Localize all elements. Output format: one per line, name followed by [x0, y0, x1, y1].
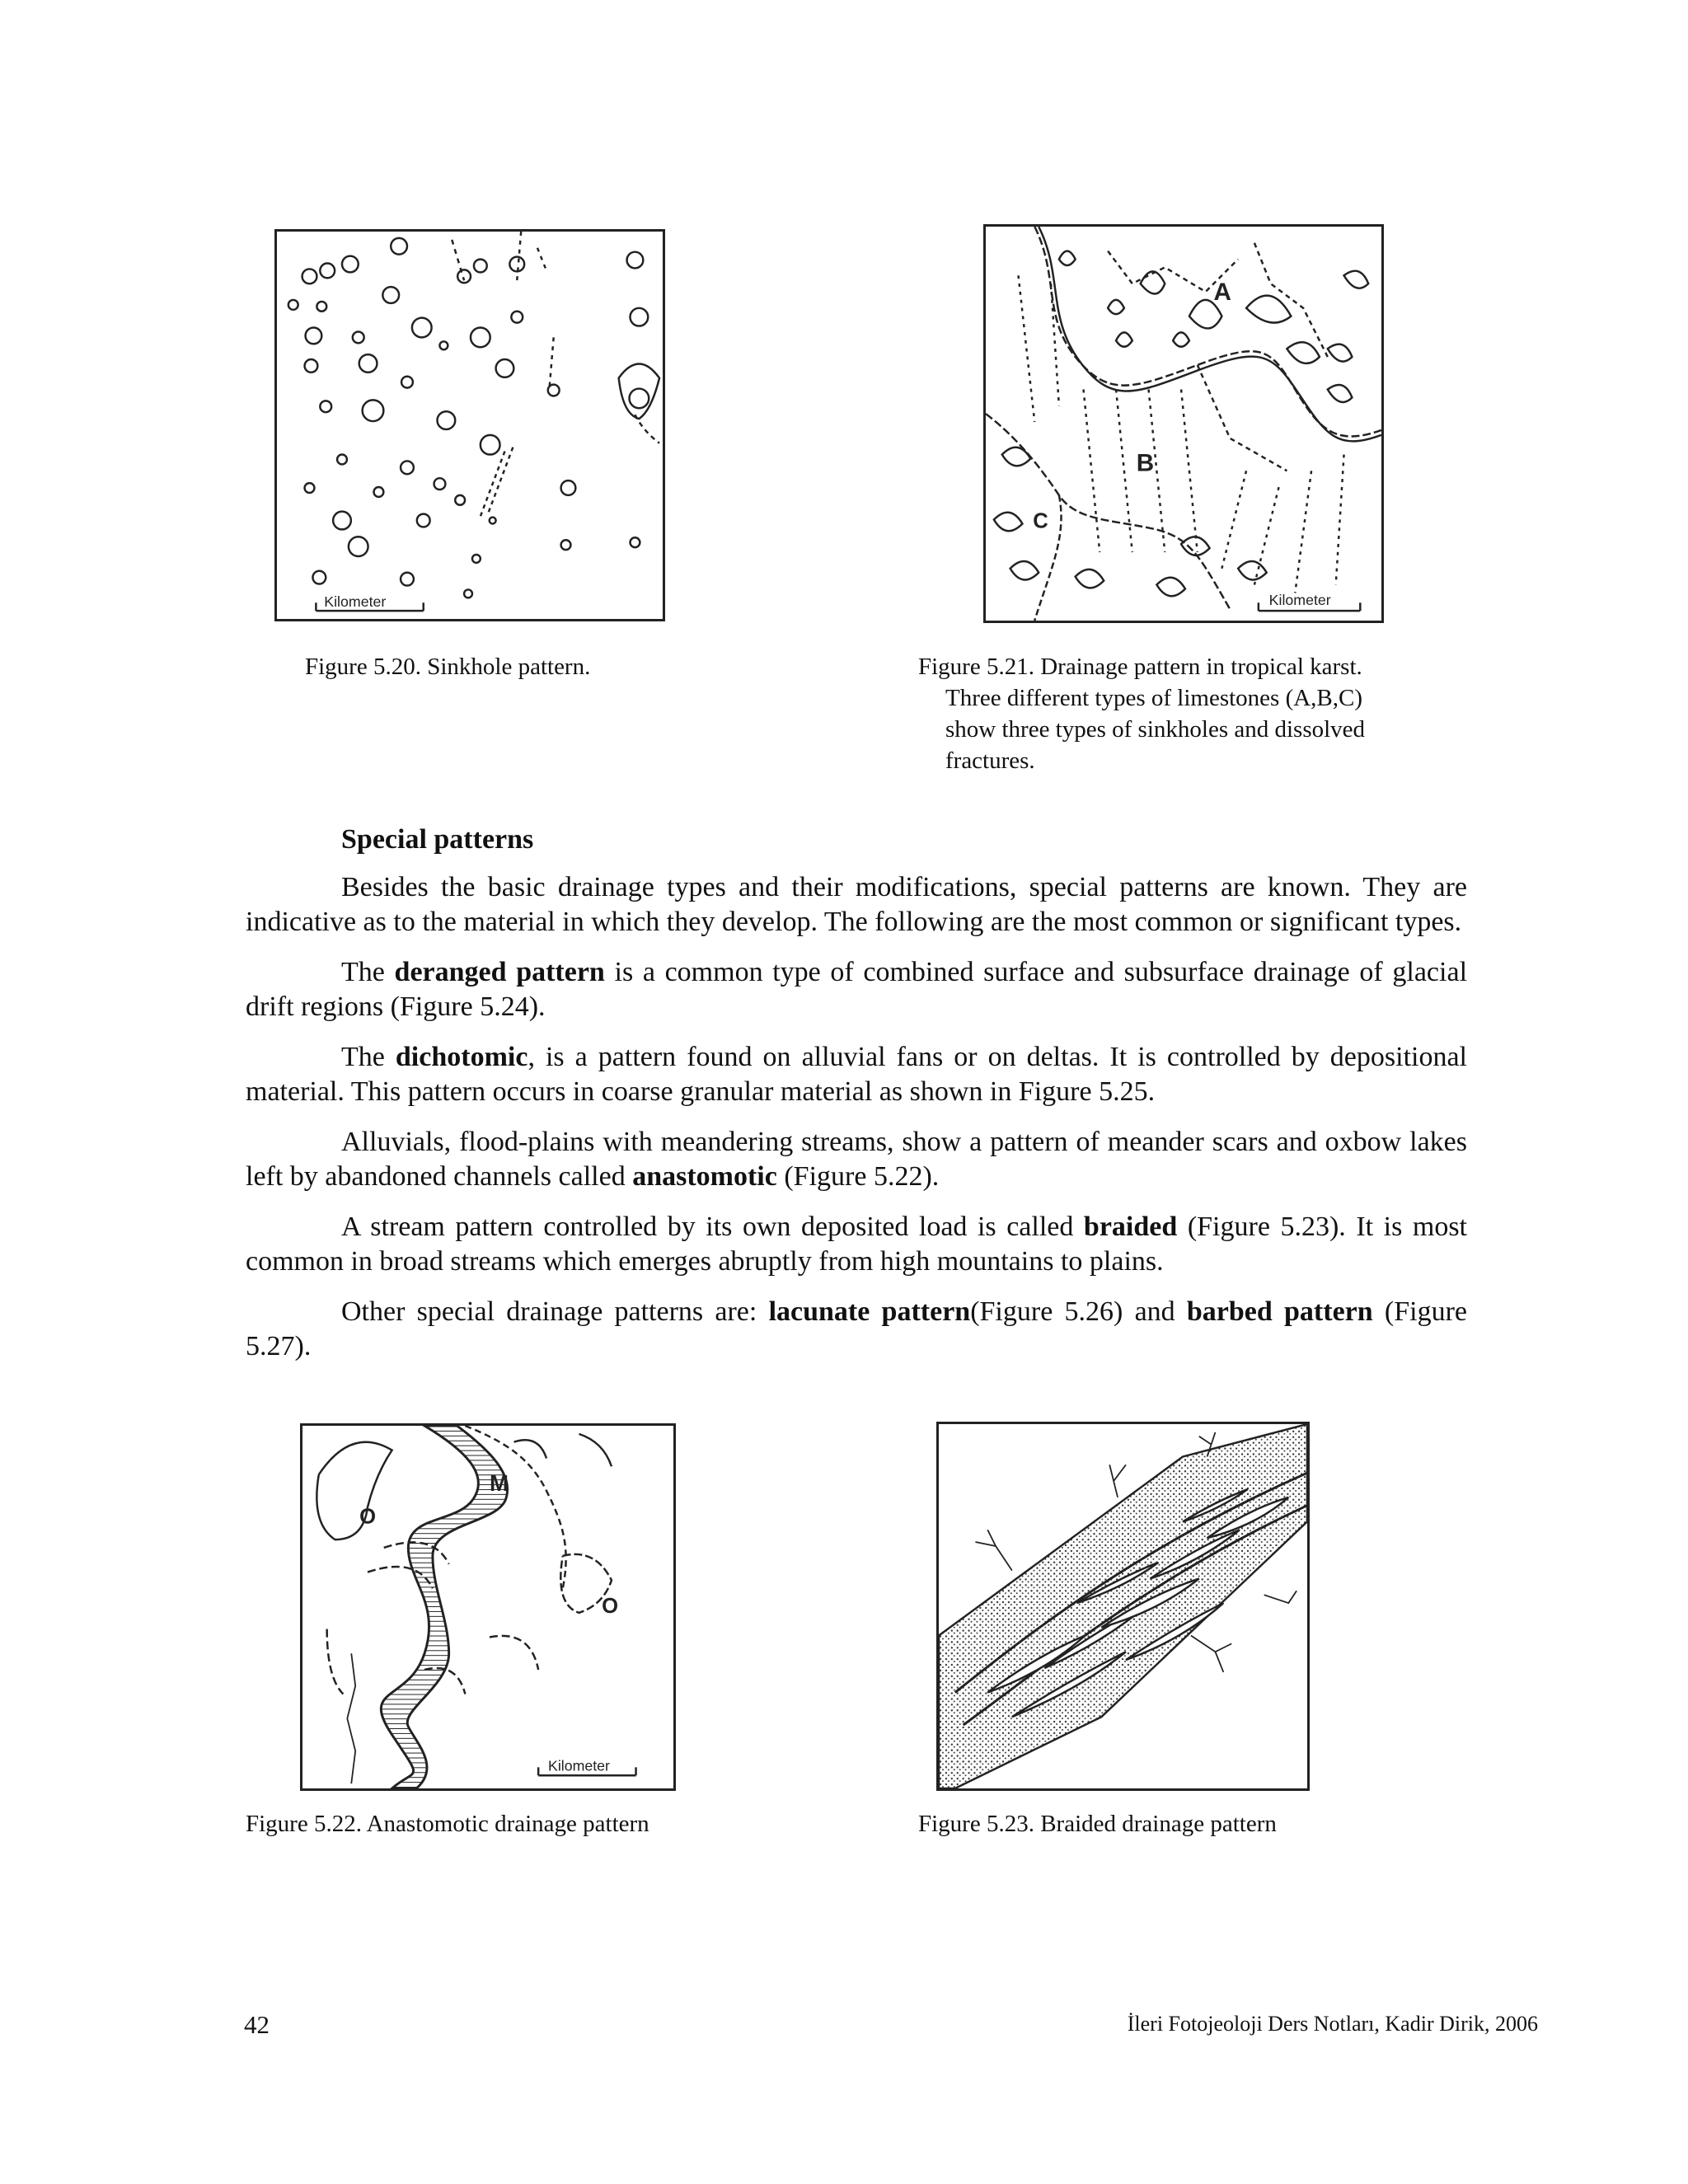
figure-5-23-image: [936, 1422, 1310, 1791]
fig521-caption-line-2: Three different types of limestones (A,B,C): [945, 685, 1363, 711]
paragraph-deranged: The deranged pattern is a common type of combined surface and subsurface drainage of glacial drift regions (Figure 5.24).: [246, 957, 1468, 1022]
karst-zone-b-label: B: [1136, 449, 1155, 477]
fig521-scale-label: Kilometer: [1268, 592, 1331, 609]
figure-5-22-image: [300, 1423, 676, 1791]
term-anastomotic: anastomotic: [632, 1161, 777, 1192]
fig520-scale-label: Kilometer: [324, 593, 387, 611]
fig521-caption-line-4: fractures.: [945, 748, 1035, 774]
term-barbed: barbed pattern: [1186, 1296, 1373, 1327]
karst-zone-c-label: C: [1033, 509, 1048, 533]
karst-drawing: [986, 227, 1381, 621]
term-braided: braided: [1083, 1212, 1178, 1242]
figure-5-20-caption: Figure 5.20. Sinkhole pattern.: [305, 654, 591, 680]
meander-m-label: M: [489, 1469, 509, 1496]
oxbow-o-label-2: O: [602, 1594, 619, 1618]
fig522-scale-label: Kilometer: [548, 1757, 610, 1774]
term-dichotomic: dichotomic: [395, 1042, 528, 1072]
anastomotic-drawing: [302, 1426, 673, 1788]
body-text: [246, 870, 1467, 1380]
fig521-caption-line-1: Figure 5.21. Drainage pattern in tropical karst.: [918, 654, 1362, 680]
page-number: 42: [244, 2010, 270, 2039]
section-heading: Special patterns: [341, 824, 534, 855]
term-lacunate: lacunate pattern: [768, 1296, 971, 1327]
oxbow-o-label-1: O: [359, 1505, 377, 1529]
karst-zone-a-label: A: [1213, 278, 1231, 306]
paragraph-intro: Besides the basic drainage types and their modifications, special patterns are known. They are indicative as to the material in which they develop. The following are the most common or significant types.: [246, 872, 1467, 937]
figure-5-21-image: [983, 224, 1384, 623]
paragraph-anastomotic: Alluvials, flood-plains with meandering streams, show a pattern of meander scars and oxbow lakes left by abandoned channels called anastomotic (Figure 5.22).: [246, 1127, 1467, 1192]
fig521-caption-line-3: show three types of sinkholes and dissolved: [945, 716, 1366, 743]
figure-5-22-caption: Figure 5.22. Anastomotic drainage pattern: [246, 1811, 649, 1837]
braided-drawing: [939, 1424, 1307, 1788]
paragraph-dichotomic: The dichotomic, is a pattern found on alluvial fans or on deltas. It is controlled by depositional material. This pattern occurs in coarse granular material as shown in Figure 5.25.: [246, 1042, 1468, 1107]
sinkhole-drawing: [277, 232, 663, 619]
paragraph-other-patterns: Other special drainage patterns are: lacunate pattern(Figure 5.26) and barbed pattern (Figure 5.27).: [246, 1296, 1467, 1361]
paragraph-braided: A stream pattern controlled by its own deposited load is called braided (Figure 5.23). It is most common in broad streams which emerges abruptly from high mountains to plains.: [246, 1212, 1467, 1277]
figure-5-20-image: [274, 229, 665, 621]
term-deranged: deranged pattern: [394, 957, 605, 987]
figure-5-21-caption: [918, 651, 1365, 776]
footer-source: İleri Fotojeoloji Ders Notları, Kadir Dirik, 2006: [1127, 2012, 1538, 2036]
figure-5-23-caption: Figure 5.23. Braided drainage pattern: [918, 1811, 1277, 1837]
